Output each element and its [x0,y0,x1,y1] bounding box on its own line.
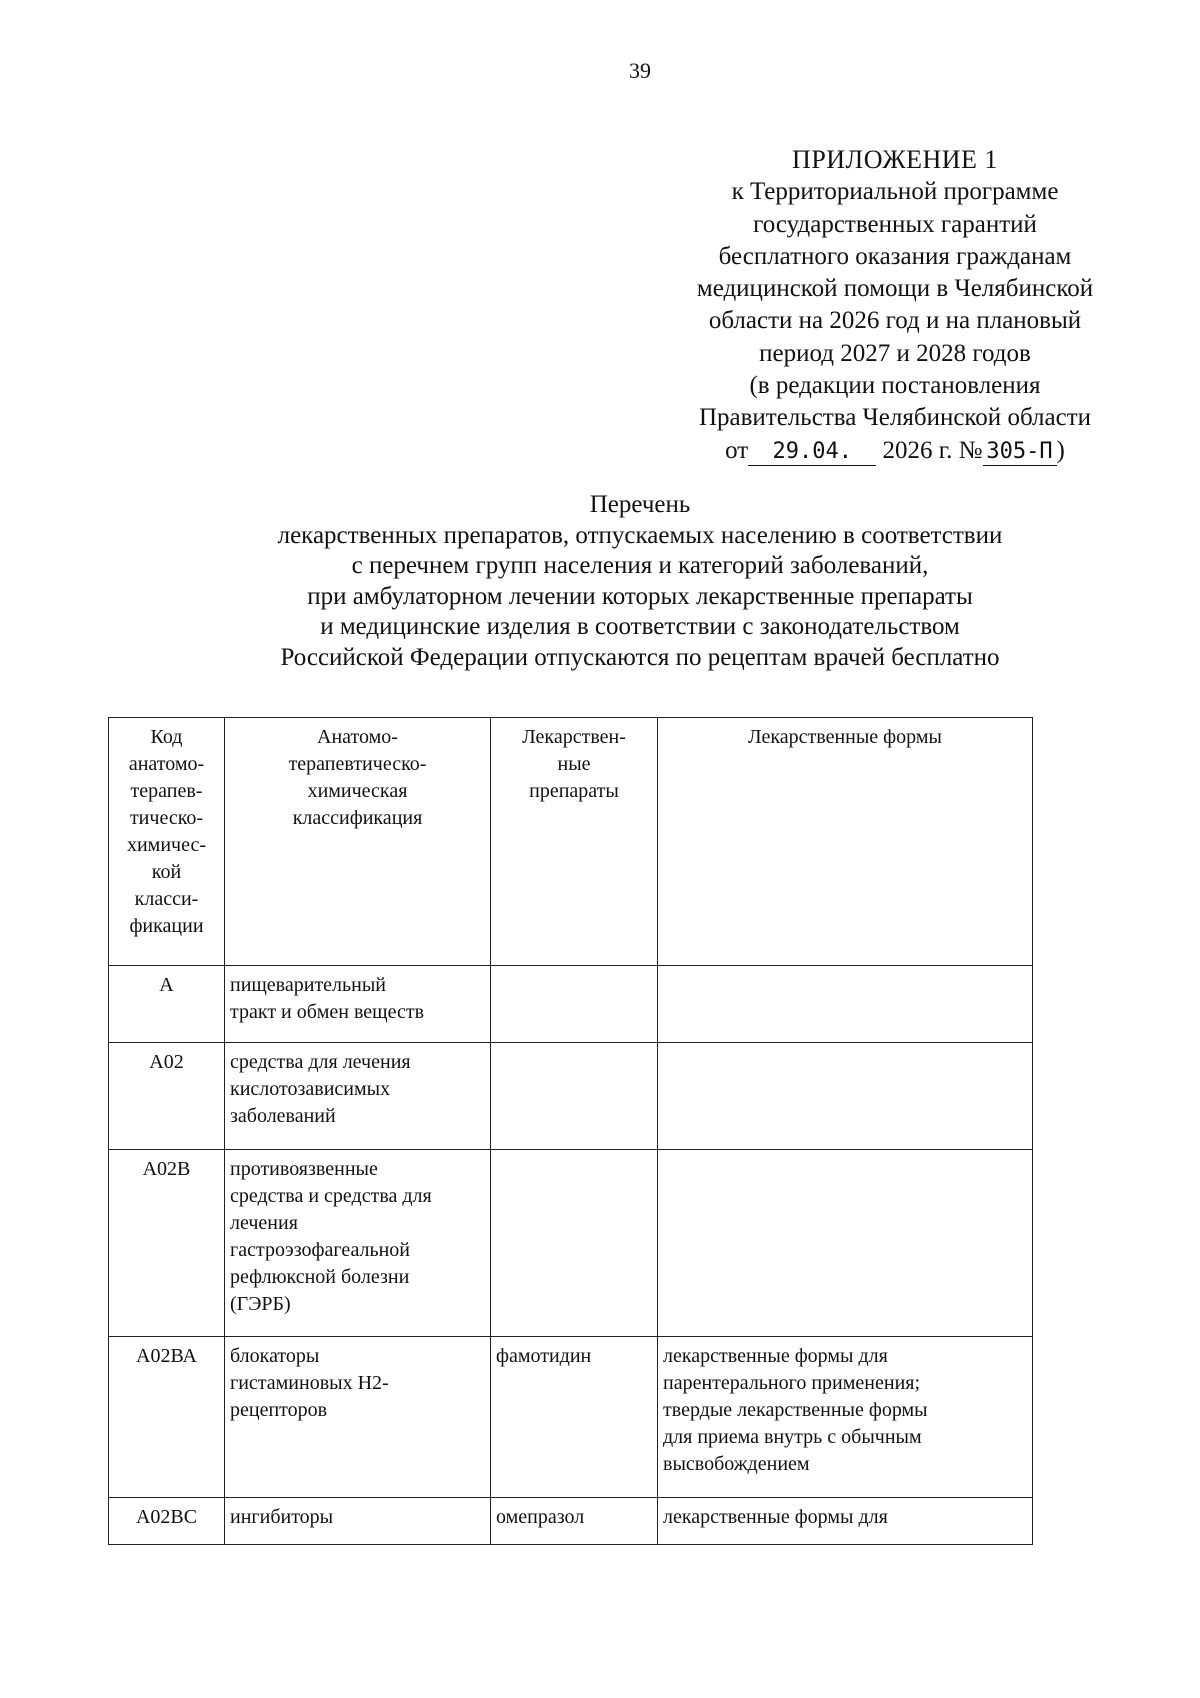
row-classification: пищеварительный тракт и обмен веществ [225,966,491,1043]
row-classification: ингибиторы [225,1498,491,1545]
resolution-number-field: 305-П [983,439,1057,466]
document-heading [140,490,1140,673]
heading-line: при амбулаторном лечении которых лекарственные препараты [307,582,973,610]
header-forms: Лекарственные формы [658,718,1033,966]
row-drug [491,1150,658,1337]
row-drug [491,1043,658,1150]
table-header-row [109,718,1033,966]
table-row [109,1150,1033,1337]
heading-line: с перечнем групп населения и категорий заболеваний, [351,552,929,579]
row-forms: лекарственные формы для [658,1498,1033,1545]
appendix-block [660,144,1130,467]
appendix-title: ПРИЛОЖЕНИЕ 1 [792,145,998,174]
row-code: А02ВА [109,1337,225,1498]
appendix-line: области на 2026 год и на плановый [708,307,1082,335]
resolution-date-line [660,435,1130,467]
heading-line: лекарственных препаратов, отпускаемых населению в соответствии [277,521,1003,549]
table-row [109,1498,1033,1545]
row-forms [658,1043,1033,1150]
year-text: 2026 г. № [882,436,983,464]
row-forms [658,966,1033,1043]
header-code: Код анатомо- терапев- тическо- химичес- кой класси- фикации [109,718,225,966]
resolution-date-field: 29.04. [748,439,876,466]
table-row [109,966,1033,1043]
date-prefix: от [725,436,749,464]
heading-title: Перечень [589,491,691,518]
row-classification: противоязвенные средства и средства для лечения гастроэзофагеальной рефлюксной болезни (ГЭРБ) [225,1150,491,1337]
closing-paren: ) [1056,436,1065,464]
appendix-line: медицинской помощи в Челябинской [696,275,1094,303]
heading-line: Российской Федерации отпускаются по рецептам врачей бесплатно [280,643,1000,671]
page-number: 39 [629,58,651,83]
table-row [109,1043,1033,1150]
row-classification: блокаторы гистаминовых Н2- рецепторов [225,1337,491,1498]
table-row [109,1337,1033,1498]
drug-list-table [108,717,1033,1545]
row-forms: лекарственные формы для парентерального применения; твердые лекарственные формы для приема внутрь с обычным высвобождением [658,1337,1033,1498]
row-forms [658,1150,1033,1337]
row-code: А02В [109,1150,225,1337]
appendix-line: бесплатного оказания гражданам [718,242,1072,270]
appendix-line: Правительства Челябинской области [698,404,1092,432]
appendix-line: к Территориальной программе [731,178,1059,206]
header-classification: Анатомо- терапевтическо- химическая классификация [225,718,491,966]
appendix-line: государственных гарантий [753,210,1037,238]
row-code: А02 [109,1043,225,1150]
row-code: А02ВС [109,1498,225,1545]
row-drug [491,966,658,1043]
heading-line: и медицинские изделия в соответствии с законодательством [320,613,960,640]
appendix-line: период 2027 и 2028 годов [759,339,1031,367]
row-drug: фамотидин [491,1337,658,1498]
row-code: А [109,966,225,1043]
row-drug: омепразол [491,1498,658,1545]
row-classification: средства для лечения кислотозависимых заболеваний [225,1043,491,1150]
appendix-line: (в редакции постановления [749,372,1041,400]
header-drugs: Лекарствен- ные препараты [491,718,658,966]
